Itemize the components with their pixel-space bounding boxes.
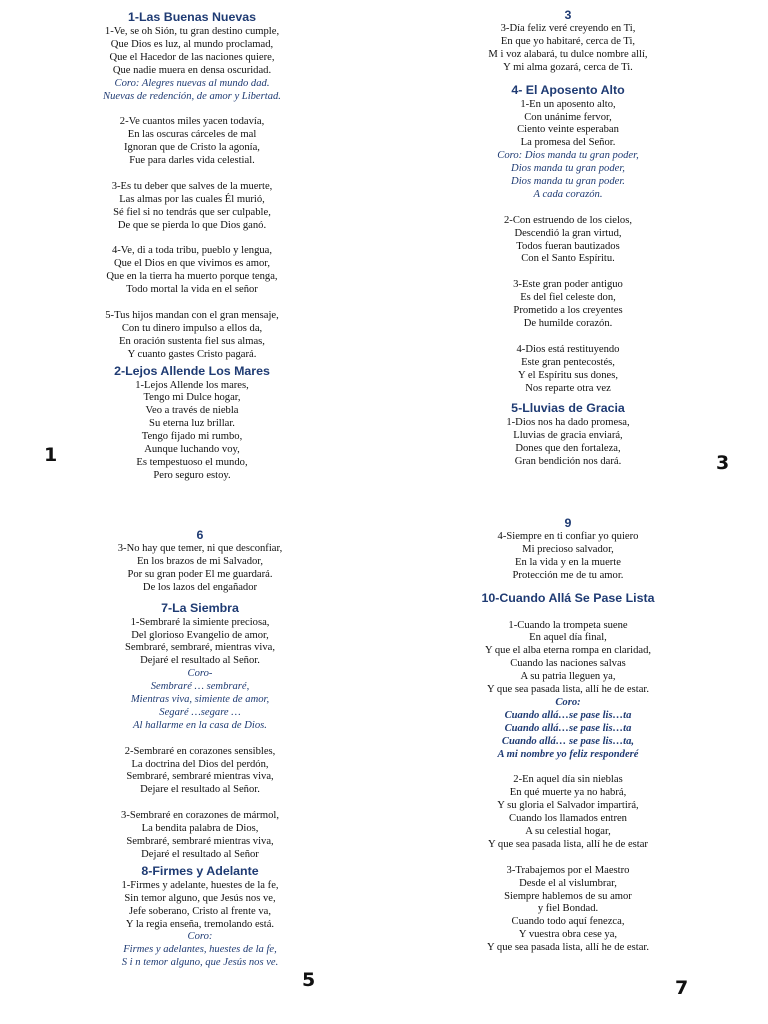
lyric-line: Este gran pentecostés, <box>521 356 615 368</box>
lyric-line: 3-Día feliz veré creyendo en Ti, <box>500 23 636 34</box>
stanza-gap <box>0 297 384 310</box>
lyric-line: En las oscuras cárceles de mal <box>127 129 257 141</box>
lyric-line: Ignoran que de Cristo la agonía, <box>124 142 260 154</box>
lyric-line: 3-Es tu deber que salves de la muerte, <box>111 180 273 192</box>
lyric-line: Que nadie muera en densa oscuridad. <box>112 64 272 76</box>
hymn-lines <box>376 417 760 469</box>
lyric-line: Dejaré el resultado al Señor <box>141 848 259 860</box>
lyric-line: La promesa del Señor. <box>520 137 616 149</box>
lyric-line: Cuando las naciones salvas <box>510 658 626 670</box>
stanza-gap <box>0 168 384 181</box>
lyric-line: Su eterna luz brillar. <box>149 418 235 430</box>
lyric-line: 1-Dios nos ha dado promesa, <box>506 417 630 429</box>
lyric-line: 2-Con estruendo de los cielos, <box>504 214 632 226</box>
chorus-line: Dios manda tu gran poder. <box>511 176 625 188</box>
stanza-gap <box>376 761 760 774</box>
lyric-line: Lluvias de gracia enviará, <box>513 430 623 442</box>
lyric-line: 1-Sembraré la simiente preciosa, <box>130 616 270 628</box>
lyric-line: Sembraré, sembraré, mientras viva, <box>124 642 276 654</box>
hymn-title: 1-Las Buenas Nuevas <box>127 10 257 24</box>
hymn-lines <box>0 380 384 483</box>
chorus-line: Cuando allá… se pase lis…ta, <box>501 735 635 747</box>
hymn-title: 4- El Aposento Alto <box>511 82 625 97</box>
lyric-line: Cuando los llamados entren <box>509 813 627 825</box>
lyric-line: Fue para darles vida celestial. <box>129 155 255 167</box>
lyric-line: Todo mortal la vida en el señor <box>126 284 258 296</box>
lyric-line: Mi precioso salvador, <box>522 543 614 555</box>
lyric-line: Y el Espíritu sus dones, <box>518 369 618 381</box>
lyric-line: Sembraré, sembraré mientras viva, <box>126 836 274 847</box>
hymn-lines <box>376 607 760 955</box>
lyric-line: Con tu dinero impulso a ellos da, <box>121 322 263 334</box>
lyric-line: Que el Hacedor de las naciones quiere, <box>109 51 275 63</box>
lyric-line: Gran bendición nos dará. <box>514 456 622 468</box>
lyric-line: 4-Dios está restituyendo <box>516 343 620 355</box>
lyric-line: Jefe soberano, Cristo al frente va, <box>128 905 272 917</box>
stanza-gap <box>376 202 760 215</box>
lyric-line: 1-Firmes y adelante, huestes de la fe, <box>121 879 279 891</box>
lyric-line: 4-Siempre en ti confiar yo quiero <box>497 531 639 542</box>
lyric-line: Sé fiel si no tendrás que ser culpable, <box>113 206 271 218</box>
lyric-line: Y que sea pasada lista, allí he de estar <box>488 838 648 850</box>
lyric-line: Todos fueran bautizados <box>516 240 620 252</box>
lyric-line: 2-Sembraré en corazones sensibles, <box>124 745 276 757</box>
chorus-line: Coro: <box>555 696 581 708</box>
hymn-lines <box>376 99 760 396</box>
hymn-lines <box>8 543 392 595</box>
chorus-line: Nuevas de redención, de amor y Libertad. <box>103 90 281 102</box>
lyric-line: 3-No hay que temer, ni que desconfiar, <box>117 543 283 554</box>
lyric-line: Que en la tierra ha muerto porque tenga, <box>106 271 278 283</box>
hymn-title: 2-Lejos Allende Los Mares <box>114 363 270 378</box>
chorus-line: Coro: Dios manda tu gran poder, <box>497 150 639 162</box>
lyric-line: Y que el alba eterna rompa en claridad, <box>484 645 652 657</box>
lyric-line: 2-En aquel día sin nieblas <box>513 774 623 786</box>
chorus-line: A cada corazón. <box>533 188 603 200</box>
stanza-gap <box>376 852 760 865</box>
lyric-line: En oración sustenta fiel sus almas, <box>119 335 265 347</box>
lyric-line: En que yo habitaré, cerca de Ti, <box>500 35 636 47</box>
lyric-line: En qué muerte ya no habrá, <box>509 787 627 799</box>
page-number: 7 <box>675 977 689 999</box>
lyric-line: Ciento veinte esperaban <box>517 124 619 136</box>
chorus-line: Al hallarme en la casa de Dios. <box>133 719 267 731</box>
chorus-line: Cuando allá…se pase lis…ta <box>504 722 632 734</box>
chorus-line: S i n temor alguno, que Jesús nos ve. <box>121 957 279 969</box>
lyric-line: Dejaré el resultado al Señor. <box>140 655 260 667</box>
lyric-line: Y la regia enseña, tremolando está. <box>125 918 275 930</box>
chorus-line: Cuando allá…se pase lis…ta <box>504 709 632 721</box>
lyric-line: Cuando todo aquí fenezca, <box>511 916 625 928</box>
stanza-gap <box>376 607 760 620</box>
lyric-line: Dejare el resultado al Señor. <box>140 784 260 796</box>
lyric-line: Y vuestra obra cese ya, <box>518 929 618 941</box>
stanza-gap <box>8 733 392 746</box>
lyric-line: Es tempestuoso el mundo, <box>136 456 248 468</box>
chorus-line: A mi nombre yo feliz responderé <box>497 748 639 760</box>
lyric-line: 1-Ve, se oh Sión, tu gran destino cumple, <box>104 26 280 37</box>
chorus-line: Coro: <box>187 931 213 943</box>
hymn-title: 7-La Siembra <box>161 600 239 615</box>
chorus-line: Segaré …segare … <box>159 706 241 718</box>
lyric-line: En la vida y en la muerte <box>515 556 621 568</box>
lyric-line: 1-Cuando la trompeta suene <box>508 619 628 631</box>
lyric-line: 4-Ve, di a toda tribu, pueblo y lengua, <box>111 245 273 257</box>
section-number: 9 <box>564 516 572 530</box>
stanza-gap <box>376 266 760 279</box>
quadrant-bottom-left <box>8 528 392 970</box>
lyric-line: Siempre hablemos de su amor <box>504 890 632 902</box>
lyric-line: Por su gran poder El me guardará. <box>127 568 273 580</box>
lyric-line: 3-Este gran poder antiguo <box>513 279 623 291</box>
stanza-gap <box>0 232 384 245</box>
lyric-line: Dones que den fortaleza, <box>515 443 621 455</box>
hymn-lines <box>376 531 760 583</box>
lyric-line: Nos reparte otra vez <box>525 382 611 394</box>
lyric-line: A su celestial hogar, <box>525 826 611 837</box>
quadrant-top-right <box>376 8 760 469</box>
lyric-line: Y cuanto gastes Cristo pagará. <box>127 348 257 360</box>
hymn-lines <box>0 26 384 362</box>
lyric-line: Y su gloria el Salvador impartirá, <box>497 800 639 812</box>
hymn-lines <box>376 23 760 75</box>
stanza-gap <box>0 103 384 116</box>
lyric-line: Aunque luchando voy, <box>144 444 240 456</box>
lyric-line: M i voz alabará, tu dulce nombre allí, <box>488 48 648 60</box>
lyric-line: Veo a través de niebla <box>145 405 239 417</box>
lyric-line: 1-En un aposento alto, <box>520 98 616 110</box>
lyric-line: De que se pierda lo que Dios ganó. <box>117 219 267 231</box>
lyric-line: 3-Trabajemos por el Maestro <box>506 864 630 876</box>
lyric-line: 3-Sembraré en corazones de mármol, <box>121 810 279 822</box>
stanza-gap <box>376 331 760 344</box>
stanza-gap <box>8 797 392 810</box>
lyric-line: Tengo mi Dulce hogar, <box>143 392 241 404</box>
chorus-line: Mientras viva, simiente de amor, <box>130 694 270 706</box>
chorus-line: Coro- <box>187 668 213 680</box>
hymn-lines <box>8 617 392 862</box>
lyric-line: Del glorioso Evangelio de amor, <box>131 629 269 641</box>
hymn-lines <box>8 880 392 970</box>
chorus-line: Coro: Alegres nuevas al mundo dad. <box>114 77 270 89</box>
lyric-line: Es del fiel celeste don, <box>520 292 616 304</box>
lyric-line: Con el Santo Espíritu. <box>521 253 615 265</box>
lyric-line: Que el Dios en que vivimos es amor, <box>113 258 271 270</box>
lyric-line: Las almas por las cuales Él murió, <box>119 193 265 205</box>
lyric-line: y fiel Bondad. <box>537 903 599 915</box>
lyric-line: Prometido a los creyentes <box>513 305 623 317</box>
lyric-line: Pero seguro estoy. <box>153 469 231 481</box>
lyric-line: De humilde corazón. <box>523 318 613 329</box>
lyric-line: Protección me de tu amor. <box>512 569 624 581</box>
lyric-line: Desde el al vislumbrar, <box>519 877 617 889</box>
quadrant-bottom-right <box>376 516 760 955</box>
quadrant-top-left <box>0 8 384 483</box>
page-number: 5 <box>302 969 316 991</box>
lyric-line: A su patria lleguen ya, <box>520 671 616 683</box>
section-number: 3 <box>564 8 572 22</box>
lyric-line: Que Dios es luz, al mundo proclamad, <box>110 38 274 50</box>
chorus-line: Sembraré … sembraré, <box>150 681 250 693</box>
lyric-line: 5-Tus hijos mandan con el gran mensaje, <box>105 309 279 321</box>
lyric-line: 1-Lejos Allende los mares, <box>135 379 249 391</box>
lyric-line: 2-Ve cuantos miles yacen todavía, <box>119 116 265 128</box>
lyric-line: En aquel día final, <box>529 632 607 644</box>
lyric-line: Descendió la gran virtud, <box>514 227 622 239</box>
lyric-line: La bendita palabra de Dios, <box>141 823 259 835</box>
page-number: 3 <box>716 452 730 474</box>
lyric-line: Tengo fijado mi rumbo, <box>141 431 243 443</box>
lyric-line: De los lazos del engañador <box>142 581 258 593</box>
lyric-line: Sin temor alguno, que Jesús nos ve, <box>124 892 276 904</box>
hymn-title: 5-Lluvias de Gracia <box>511 401 625 416</box>
page-number: 1 <box>44 444 58 466</box>
lyric-line: Y que sea pasada lista, allí he de estar. <box>487 684 649 696</box>
lyric-line: La doctrina del Dios del perdón, <box>131 758 269 770</box>
lyric-line: Con unánime fervor, <box>524 111 612 123</box>
lyric-line: Y mi alma gozará, cerca de Ti. <box>503 61 633 73</box>
lyric-line: En los brazos de mi Salvador, <box>136 555 264 567</box>
section-number: 6 <box>196 528 204 542</box>
chorus-line: Firmes y adelantes, huestes de la fe, <box>123 944 277 956</box>
lyric-line: Y que sea pasada lista, allí he de estar. <box>487 942 649 954</box>
hymn-title: 10-Cuando Allá Se Pase Lista <box>481 590 655 605</box>
lyric-line: Sembraré, sembraré mientras viva, <box>126 771 274 783</box>
chorus-line: Dios manda tu gran poder, <box>511 163 625 175</box>
hymn-title: 8-Firmes y Adelante <box>141 863 259 878</box>
